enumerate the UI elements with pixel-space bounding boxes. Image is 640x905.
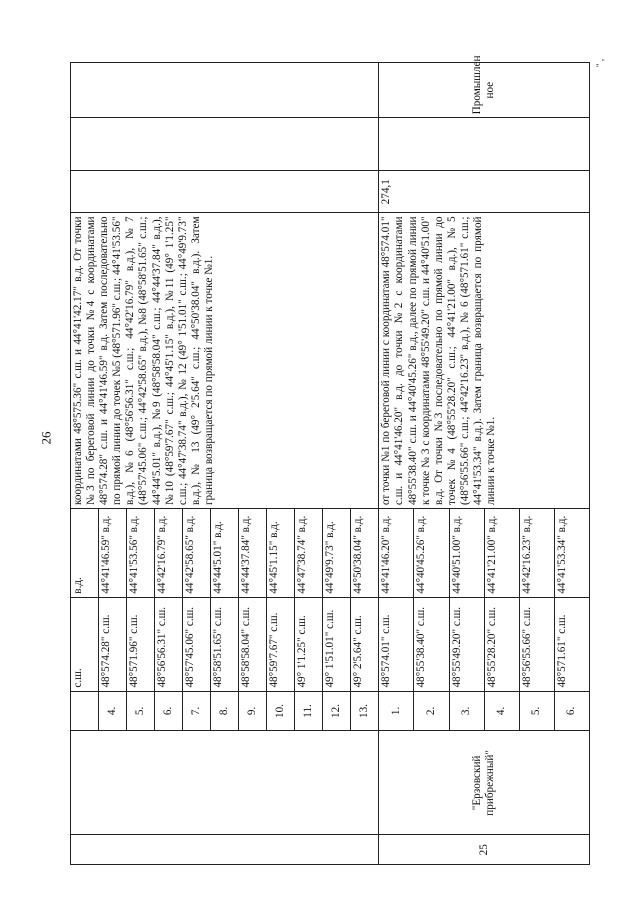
zone-area: 274,1 — [379, 171, 590, 213]
point-longitude: 44°41'53.56" в.д. — [127, 509, 155, 598]
point-longitude: 44°42'16.23" в.д. — [519, 509, 554, 598]
point-longitude: 44°40'51.00" в.д. — [449, 509, 484, 598]
point-longitude: 44°41'21.00" в.д. — [484, 509, 519, 598]
name-cell-empty — [71, 731, 379, 835]
extra-cell-empty — [379, 118, 590, 171]
point-number: 5. — [127, 691, 155, 731]
point-longitude: 44°41'46.59" в.д. — [99, 509, 127, 598]
area-cell-empty — [71, 171, 379, 213]
point-number: 13. — [351, 691, 379, 731]
point-number: 2. — [414, 691, 449, 731]
point-longitude: 44°42'16.79" в.д. — [155, 509, 183, 598]
point-number: 1. — [379, 691, 414, 731]
point-longitude: 44°44'37.84" в.д. — [239, 509, 267, 598]
point-latitude: 49° 1'1.25" с.ш. — [295, 597, 323, 691]
point-number: 3. — [449, 691, 484, 731]
point-number: 11. — [295, 691, 323, 731]
corner-mark: " , — [595, 58, 606, 68]
point-number: 4. — [484, 691, 519, 731]
protected-zones-table — [70, 55, 590, 865]
point-number: 12. — [323, 691, 351, 731]
point-latitude: 48°59'7.67" с.ш. — [267, 597, 295, 691]
point-longitude: 44°41'53.34" в.д. — [554, 509, 589, 598]
point-longitude: 44°47'38.74" в.д. — [295, 509, 323, 598]
boundary-description: от точки №1 по береговой линии с координатами 48°574.01" с.ш. и 44°41'46.20" в.д. до точки №2 с координатами 48°55'38.40" с.ш. и 44°40'45.26" в.д., далее по прямой линии к точке № 3 с координатами 48°55'49.20" с.ш. и 44°40'51.00" в.д. От точки №3 последовательно по прямой линии до точек №4 (48°55'28.20" с.ш.; 44°41'21.00" в.д.), №5 (48°56'55.66" с.ш.; 44°42'16.23" в.д.), № 6 (48°571.61" с.ш.; 44°41'53.34" в.д.). Затем граница возвращается по прямой линии к точке №1. — [379, 213, 590, 509]
point-latitude: 48°58'58.04" с.ш. — [239, 597, 267, 691]
point-latitude: 49° 2'5.64" с.ш. — [351, 597, 379, 691]
table-row — [71, 63, 99, 865]
point-number: 10. — [267, 691, 295, 731]
point-number: 6. — [155, 691, 183, 731]
point-latitude: 48°571.61" с.ш. — [554, 597, 589, 691]
zone-name: "Ерзовский прибрежный" — [379, 731, 590, 835]
boundary-description: координатами 48°575.36" с.ш. и 44°41'42.17" в.д. От точки №3 по береговой линии до точки №4 с координатами 48°574.28" с.ш. и 44°41'46.59" в.д. Затем последовательно по прямой линии до точек №5 (48°571.96" с.ш.; 44°41'53.56" в.д.), №6 (48°56'56.31" с.ш.; 44°42'16.79" в.д.), №7 (48°57'45.06" с.ш.; 44°42'58.65" в.д.), №8 (48°58'51.65" с.ш.; 44°44'5.01" в.д.), №9 (48°58'58.04" с.ш.; 44°44'37.84" в.д.), №10 (48°59'7.67" с.ш.; 44°45'1.15" в.д.), №11 (49° 1'1.25" с.ш.; 44°47'38.74" в.д.), № 12 (49° 1'51.01" с.ш.; 44°49'9.73" в.д.), № 13 (49° 2'5.64" с.ш.; 44°50'38.04" в.д.). Затем граница возвращается по прямой линии к точке №1. — [71, 213, 379, 509]
table-frame — [70, 55, 590, 865]
point-latitude: 48°571.96" с.ш. — [127, 597, 155, 691]
point-latitude: 48°55'49.20" с.ш. — [449, 597, 484, 691]
point-longitude: 44°40'45.26" в.д. — [414, 509, 449, 598]
point-latitude: 48°56'56.31" с.ш. — [155, 597, 183, 691]
point-latitude: 48°55'28.20" с.ш. — [484, 597, 519, 691]
point-longitude: 44°45'1.15" в.д. — [267, 509, 295, 598]
point-latitude: 48°574.28" с.ш. — [99, 597, 127, 691]
point-latitude: 48°56'55.66" с.ш. — [519, 597, 554, 691]
point-longitude: 44°42'58.65" в.д. — [183, 509, 211, 598]
zone-category: Промышлен ное — [379, 63, 590, 118]
point-latitude: с.ш. — [71, 597, 99, 691]
category-cell-empty — [71, 63, 379, 118]
point-longitude: 44°44'5.01" в.д. — [211, 509, 239, 598]
point-number: 9. — [239, 691, 267, 731]
point-number: 5. — [519, 691, 554, 731]
num-cell-empty — [71, 835, 379, 865]
rotated-table-container — [70, 55, 590, 865]
point-number — [71, 691, 99, 731]
point-latitude: 48°55'38.40" с.ш. — [414, 597, 449, 691]
point-number: 4. — [99, 691, 127, 731]
point-number: 8. — [211, 691, 239, 731]
point-latitude: 49° 1'51.01" с.ш. — [323, 597, 351, 691]
point-latitude: 48°57'45.06" с.ш. — [183, 597, 211, 691]
extra-cell-empty — [71, 118, 379, 171]
point-longitude: в.д. — [71, 509, 99, 598]
table-row — [379, 63, 414, 865]
point-longitude: 44°50'38.04" в.д. — [351, 509, 379, 598]
point-latitude: 48°574.01" с.ш. — [379, 597, 414, 691]
point-number: 7. — [183, 691, 211, 731]
zone-number: 25 — [379, 835, 590, 865]
point-longitude: 44°49'9.73" в.д. — [323, 509, 351, 598]
point-longitude: 44°41'46.20" в.д. — [379, 509, 414, 598]
page-number: 26 — [38, 431, 54, 445]
point-latitude: 48°58'51.65" с.ш. — [211, 597, 239, 691]
point-number: 6. — [554, 691, 589, 731]
